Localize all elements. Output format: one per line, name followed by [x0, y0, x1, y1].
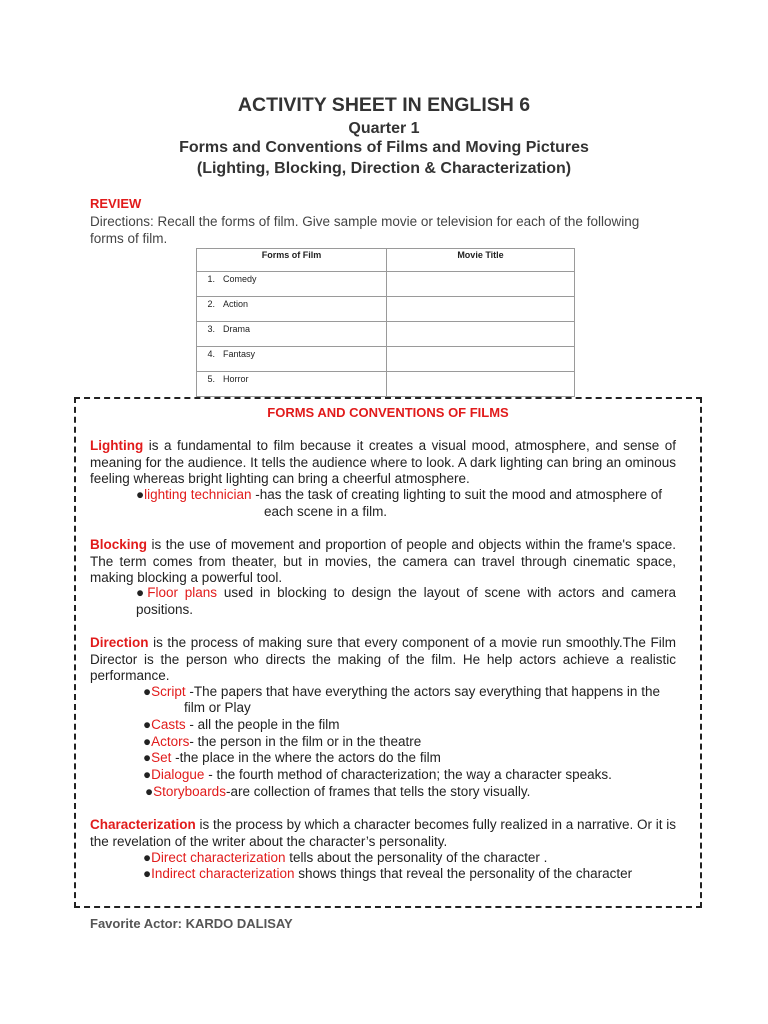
topics-heading: (Lighting, Blocking, Direction & Characterization): [196, 160, 572, 177]
row-number: 3.: [207, 324, 215, 334]
characterization-paragraph: [90, 817, 676, 850]
set-text: -the place in the where the actors do the film: [171, 750, 441, 765]
forms-of-film-table: [196, 248, 575, 397]
blocking-term: Blocking: [90, 537, 148, 552]
bullet-icon: ●: [136, 487, 145, 502]
favorite-actor: Favorite Actor: KARDO DALISAY: [90, 916, 293, 931]
table-header-row: [197, 249, 575, 272]
lighting-technician-continuation: each scene in a film.: [264, 504, 388, 519]
direction-term: Direction: [90, 635, 149, 650]
direct-characterization-term: Direct characterization: [151, 850, 286, 865]
indirect-characterization-bullet: [143, 866, 632, 883]
lighting-technician-bullet: [136, 487, 662, 504]
dialogue-bullet: [143, 767, 612, 784]
bullet-icon: ●: [143, 717, 152, 732]
set-bullet: [143, 750, 441, 767]
actors-bullet: [143, 734, 421, 751]
dialogue-term: Dialogue: [151, 767, 205, 782]
bullet-icon: ●: [143, 750, 152, 765]
floor-plans-text: used in blocking to design the layout of scene with actors and camera positions.: [136, 585, 677, 617]
characterization-text: is the process by which a character becomes fully realized in a narrative. Or it is the revelation of the writer about the character’s personality.: [90, 817, 676, 849]
movie-title-cell[interactable]: [387, 322, 575, 347]
direct-characterization-text: tells about the personality of the character .: [285, 850, 548, 865]
script-continuation: film or Play: [184, 700, 251, 715]
movie-title-cell[interactable]: [387, 297, 575, 322]
script-text: -The papers that have everything the actors say everything that happens in the: [185, 684, 660, 699]
casts-term: Casts: [151, 717, 186, 732]
casts-text: - all the people in the film: [185, 717, 340, 732]
table-row: [197, 372, 575, 397]
characterization-term: Characterization: [90, 817, 196, 832]
subtitle-heading: Forms and Conventions of Films and Moving Pictures: [179, 139, 589, 156]
actors-term: Actors: [151, 734, 190, 749]
film-form: Horror: [223, 374, 249, 384]
direction-paragraph: [90, 635, 676, 685]
movie-title-cell[interactable]: [387, 347, 575, 372]
row-number: 4.: [207, 349, 215, 359]
indirect-characterization-term: Indirect characterization: [151, 866, 295, 881]
film-form: Comedy: [223, 274, 257, 284]
casts-bullet: [143, 717, 340, 734]
lighting-term: Lighting: [90, 438, 144, 453]
bullet-icon: ●: [145, 784, 154, 799]
actors-text: - the person in the film or in the theatre: [189, 734, 422, 749]
movie-title-cell[interactable]: [387, 372, 575, 397]
film-form: Fantasy: [223, 349, 256, 359]
row-number: 2.: [207, 299, 215, 309]
page-title: ACTIVITY SHEET IN ENGLISH 6: [237, 94, 531, 116]
quarter-heading: Quarter 1: [348, 120, 420, 137]
lighting-text: is a fundamental to film because it creates a visual mood, atmosphere, and sense of meaning for the audience. It tells the audience where to look. A dark lighting can bring an ominous feeling whereas bright lighting can bring a cheerful atmosphere.: [90, 438, 676, 486]
movie-title-cell[interactable]: [387, 272, 575, 297]
lighting-technician-term: lighting technician: [144, 487, 252, 502]
floor-plans-bullet: [136, 585, 676, 618]
forms-conventions-title: FORMS AND CONVENTIONS OF FILMS: [267, 405, 509, 420]
indirect-characterization-text: shows things that reveal the personality of the character: [294, 866, 633, 881]
bullet-icon: ●: [143, 767, 152, 782]
table-row: [197, 347, 575, 372]
dialogue-text: - the fourth method of characterization; the way a character speaks.: [204, 767, 612, 782]
table-row: [197, 272, 575, 297]
table-row: [197, 297, 575, 322]
lighting-technician-text: -has the task of creating lighting to suit the mood and atmosphere of: [251, 487, 662, 502]
review-heading: REVIEW: [90, 196, 142, 211]
row-number: 5.: [207, 374, 215, 384]
film-form: Drama: [223, 324, 251, 334]
blocking-text: is the use of movement and proportion of people and objects within the frame's space. The term comes from theater, but in movies, the camera can travel through cinematic space, making blocking a powerful tool.: [90, 537, 676, 585]
floor-plans-term: Floor plans: [147, 585, 218, 600]
table-row: [197, 322, 575, 347]
storyboards-bullet: [145, 784, 530, 801]
bullet-icon: ●: [143, 866, 152, 881]
review-directions: Directions: Recall the forms of film. Give sample movie or television for each of the following forms of film.: [90, 214, 640, 246]
direction-text: is the process of making sure that every component of a movie run smoothly.The Film Director is the person who directs the making of the film. He help actors achieve a realistic performance.: [90, 635, 676, 683]
blocking-paragraph: [90, 537, 676, 587]
bullet-icon: ●: [143, 850, 152, 865]
bullet-icon: ●: [143, 684, 152, 699]
column-header-title: Movie Title: [387, 249, 575, 272]
direct-characterization-bullet: [143, 850, 547, 867]
film-form: Action: [223, 299, 249, 309]
bullet-icon: ●: [136, 585, 148, 600]
set-term: Set: [151, 750, 172, 765]
bullet-icon: ●: [143, 734, 152, 749]
script-term: Script: [151, 684, 186, 699]
script-bullet: [143, 684, 660, 701]
row-number: 1.: [207, 274, 215, 284]
storyboards-text: -are collection of frames that tells the story visually.: [225, 784, 531, 799]
storyboards-term: Storyboards: [153, 784, 226, 799]
column-header-forms: Forms of Film: [197, 249, 387, 272]
lighting-paragraph: [90, 438, 676, 488]
